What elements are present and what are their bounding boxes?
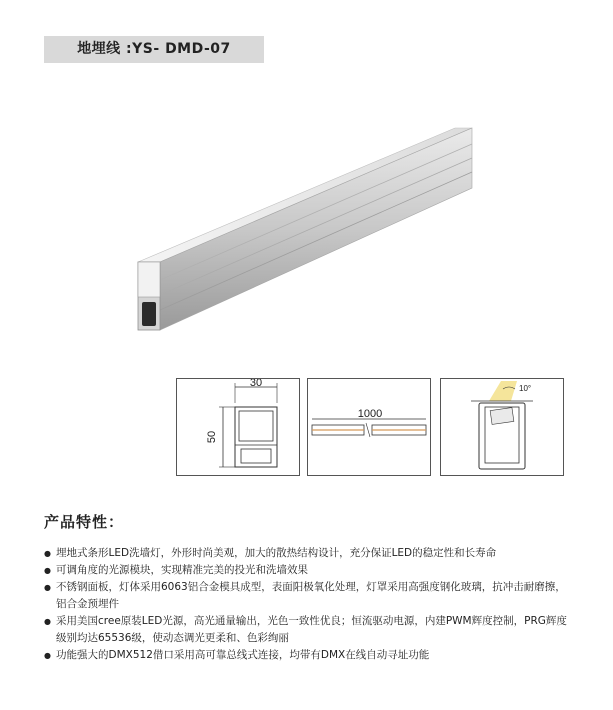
list-item: ● 可调角度的光源模块，实现精准完美的投光和洗墙效果 xyxy=(44,562,574,579)
product-title-bar xyxy=(44,36,264,63)
beam-angle-label: 10° xyxy=(519,384,532,393)
height-dimension-label: 50 xyxy=(206,430,218,444)
list-item: ● 采用美国cree原装LED光源，高光通量输出，光色一致性优良；恒流驱动电源，内建PWM辉度控制，PRG辉度级别均达65536级，使动态调光更柔和、色彩绚丽 xyxy=(44,613,574,647)
installation-drawing xyxy=(440,378,564,476)
length-drawing xyxy=(307,378,431,476)
product-image xyxy=(130,120,480,340)
features-heading: 产品特性： xyxy=(44,513,125,531)
length-dimension-label: 1000 xyxy=(357,408,383,420)
cross-section-drawing xyxy=(176,378,300,476)
list-item: ● 不锈钢面板，灯体采用6063铝合金模具成型，表面阳极氧化处理，灯罩采用高强度钢化玻璃，抗冲击耐磨擦，铝合金预埋件 xyxy=(44,579,574,613)
width-dimension-label: 30 xyxy=(249,379,263,389)
list-item: ● 埋地式条形LED洗墙灯，外形时尚美观，加大的散热结构设计，充分保证LED的稳定性和长寿命 xyxy=(44,545,574,562)
list-item: ● 功能强大的DMX512借口采用高可靠总线式连接，均带有DMX在线自动寻址功能 xyxy=(44,647,574,664)
features-list xyxy=(44,545,574,664)
product-title: 地埋线 :YS- DMD-07 xyxy=(77,41,231,57)
